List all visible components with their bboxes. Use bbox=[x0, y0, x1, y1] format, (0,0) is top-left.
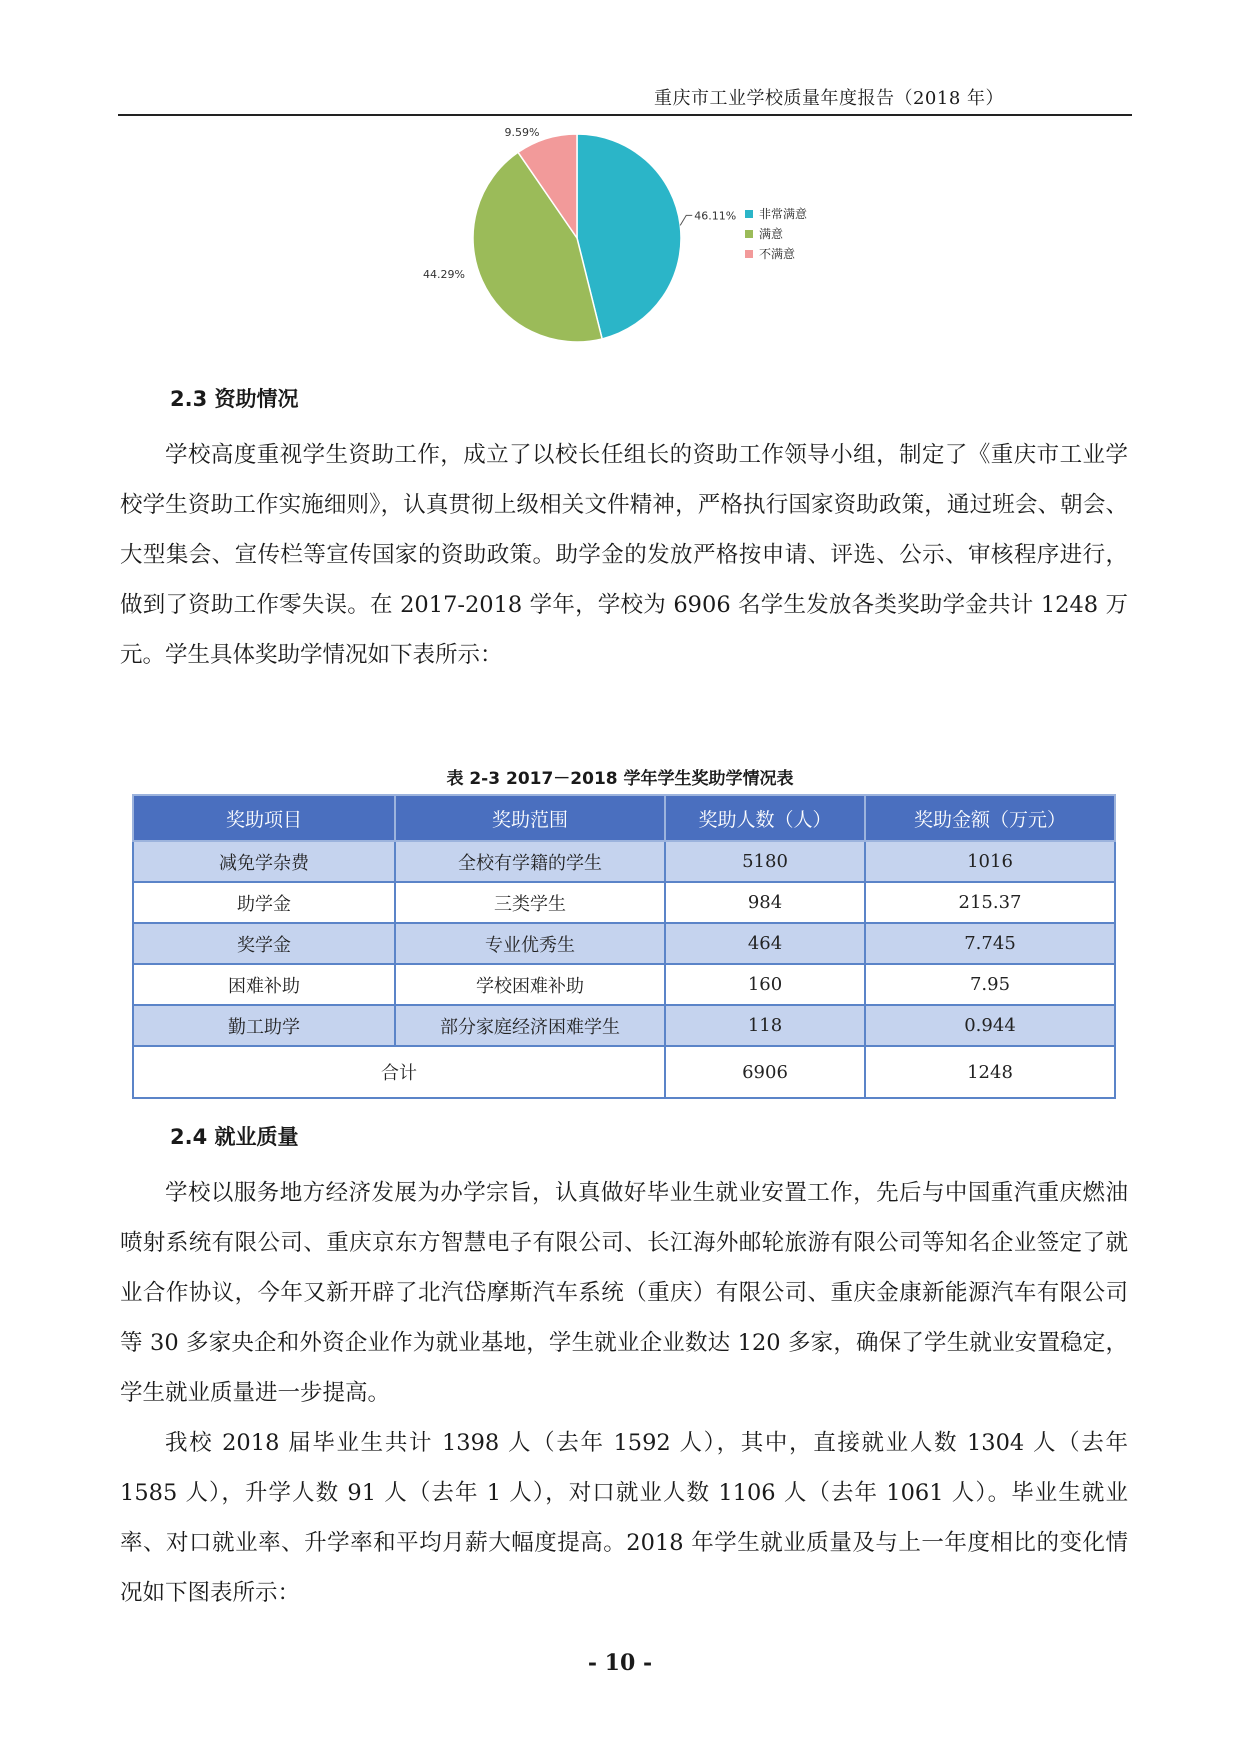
pie-label-unsatisfied: 9.59% bbox=[504, 128, 540, 139]
student-aid-table bbox=[132, 794, 1116, 1099]
table-cell: 464 bbox=[665, 923, 865, 964]
legend-label: 非常满意 bbox=[759, 207, 808, 221]
section-2-4-paragraph-2: 我校 2018 届毕业生共计 1398 人（去年 1592 人），其中，直接就业人数 1304 人（去年 1585 人），升学人数 91 人（去年 1 人），对口就业人数 1106 人（去年 1061 人）。毕业生就业率、对口就业率、升学率和平均月薪大幅度提高。2018 年学生就业质量及与上一年度相比的变化情况如下图表所示： bbox=[120, 1430, 1128, 1606]
header-divider bbox=[118, 114, 1132, 116]
report-header-title: 重庆市工业学校质量年度报告（2018 年） bbox=[653, 88, 1004, 109]
legend-label: 满意 bbox=[759, 227, 784, 241]
table-row bbox=[133, 841, 1115, 882]
table-row bbox=[133, 964, 1115, 1005]
table-total-row bbox=[133, 1046, 1115, 1098]
table-row bbox=[133, 923, 1115, 964]
table-cell: 984 bbox=[665, 882, 865, 923]
total-amount-cell: 1248 bbox=[865, 1046, 1115, 1098]
legend-swatch bbox=[745, 210, 753, 218]
pie-label-satisfied: 44.29% bbox=[423, 268, 465, 281]
table-cell: 专业优秀生 bbox=[395, 923, 665, 964]
page-number: - 10 - bbox=[587, 1650, 653, 1676]
table-cell: 学校困难补助 bbox=[395, 964, 665, 1005]
table-caption: 表 2-3 2017－2018 学年学生奖助学情况表 bbox=[446, 769, 794, 789]
section-2-4-heading: 2.4 就业质量 bbox=[170, 1125, 299, 1149]
legend-swatch bbox=[745, 250, 753, 258]
table-cell: 三类学生 bbox=[395, 882, 665, 923]
table-cell: 7.745 bbox=[865, 923, 1115, 964]
table-cell: 全校有学籍的学生 bbox=[395, 841, 665, 882]
table-cell: 1016 bbox=[865, 841, 1115, 882]
table-cell: 困难补助 bbox=[133, 964, 395, 1005]
section-2-4-paragraph-1: 学校以服务地方经济发展为办学宗旨，认真做好毕业生就业安置工作，先后与中国重汽重庆燃油喷射系统有限公司、重庆京东方智慧电子有限公司、长江海外邮轮旅游有限公司等知名企业签定了就业合作协议，今年又新开辟了北汽岱摩斯汽车系统（重庆）有限公司、重庆金康新能源汽车有限公司等 30 多家央企和外资企业作为就业基地，学生就业企业数达 120 多家，确保了学生就业安置稳定，学生就业质量进一步提高。 bbox=[120, 1180, 1128, 1406]
table-cell: 215.37 bbox=[865, 882, 1115, 923]
legend-label: 不满意 bbox=[759, 247, 796, 261]
section-2-3-heading: 2.3 资助情况 bbox=[170, 387, 299, 411]
column-header: 奖助金额（万元） bbox=[865, 795, 1115, 841]
table-row bbox=[133, 882, 1115, 923]
table-cell: 7.95 bbox=[865, 964, 1115, 1005]
column-header: 奖助范围 bbox=[395, 795, 665, 841]
table-cell: 勤工助学 bbox=[133, 1005, 395, 1046]
table-row bbox=[133, 1005, 1115, 1046]
total-count-cell: 6906 bbox=[665, 1046, 865, 1098]
satisfaction-pie-chart bbox=[380, 128, 940, 348]
pie-leader-line bbox=[680, 215, 692, 225]
pie-label-very-satisfied: 46.11% bbox=[694, 209, 737, 223]
column-header: 奖助项目 bbox=[133, 795, 395, 841]
table-cell: 5180 bbox=[665, 841, 865, 882]
table-cell: 160 bbox=[665, 964, 865, 1005]
table-cell: 118 bbox=[665, 1005, 865, 1046]
table-cell: 奖学金 bbox=[133, 923, 395, 964]
table-header-row bbox=[133, 795, 1115, 841]
legend-swatch bbox=[745, 230, 753, 238]
table-cell: 0.944 bbox=[865, 1005, 1115, 1046]
column-header: 奖助人数（人） bbox=[665, 795, 865, 841]
table-cell: 减免学杂费 bbox=[133, 841, 395, 882]
table-cell: 助学金 bbox=[133, 882, 395, 923]
section-2-3-paragraph: 学校高度重视学生资助工作，成立了以校长任组长的资助工作领导小组，制定了《重庆市工业学校学生资助工作实施细则》，认真贯彻上级相关文件精神，严格执行国家资助政策，通过班会、朝会、大型集会、宣传栏等宣传国家的资助政策。助学金的发放严格按申请、评选、公示、审核程序进行，做到了资助工作零失误。在 2017-2018 学年，学校为 6906 名学生发放各类奖助学金共计 1248 万元。学生具体奖助学情况如下表所示： bbox=[120, 442, 1128, 668]
total-label-cell: 合计 bbox=[133, 1046, 665, 1098]
table-cell: 部分家庭经济困难学生 bbox=[395, 1005, 665, 1046]
